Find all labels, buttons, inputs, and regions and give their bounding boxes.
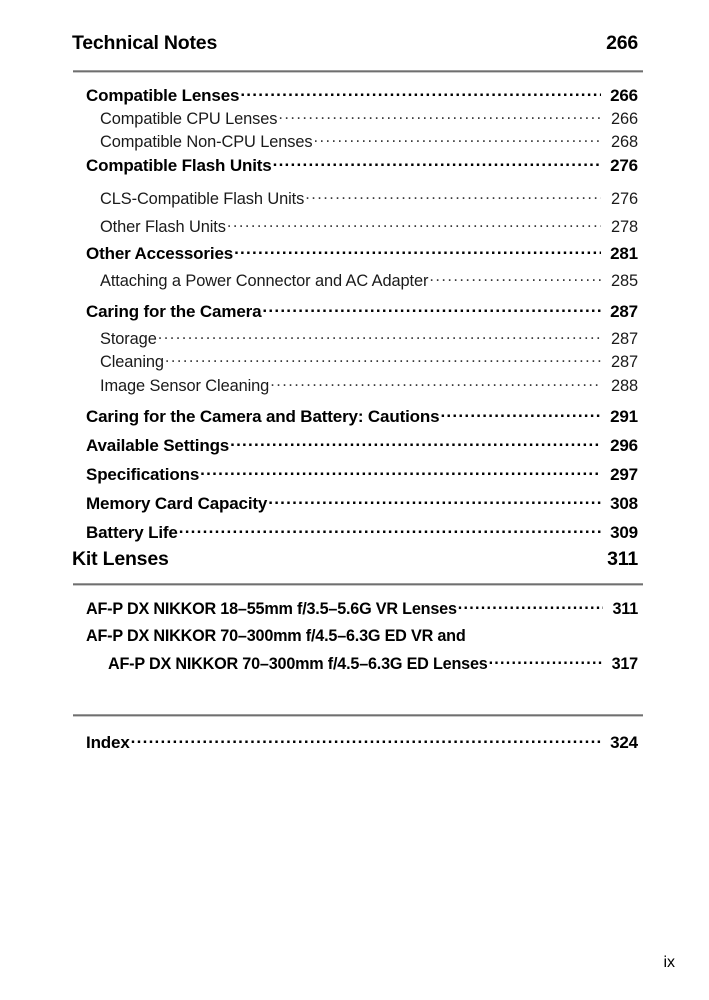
- dot-leader: [240, 84, 601, 101]
- toc-entry[interactable]: [100, 108, 638, 129]
- toc-entry-label: Battery Life: [86, 523, 178, 542]
- toc-entry-label: Image Sensor Cleaning: [100, 377, 270, 396]
- toc-entry-page: 281: [610, 244, 638, 263]
- dot-leader: [131, 731, 601, 748]
- toc-entry-page: 266: [610, 86, 638, 105]
- section-title: Technical Notes: [72, 32, 218, 54]
- toc-entry[interactable]: [86, 492, 638, 514]
- toc-entry-label: Cleaning: [100, 353, 164, 372]
- toc-entry-page: 268: [610, 133, 638, 152]
- toc-entry-index[interactable]: [86, 731, 638, 753]
- toc-entry-label: Compatible CPU Lenses: [100, 110, 278, 129]
- toc-entry-label: Compatible Lenses: [86, 86, 240, 105]
- toc-entry-page: 324: [610, 733, 638, 752]
- toc-entry-label: Compatible Non-CPU Lenses: [100, 133, 313, 152]
- toc-entry-label: Specifications: [86, 465, 200, 484]
- dot-leader: [489, 653, 603, 669]
- toc-entry-label: Caring for the Camera and Battery: Cautions: [86, 407, 440, 426]
- toc-entry-page: 296: [610, 436, 638, 455]
- dot-leader: [165, 351, 601, 367]
- toc-entry-label: Index: [86, 733, 130, 752]
- dot-leader: [227, 216, 601, 232]
- dot-leader: [234, 242, 601, 259]
- toc-entry-label: AF-P DX NIKKOR 18–55mm f/3.5–5.6G VR Lenses: [86, 600, 457, 619]
- dot-leader: [230, 434, 601, 451]
- toc-entry[interactable]: [86, 84, 638, 106]
- toc-entry[interactable]: [86, 405, 638, 427]
- section-title: Kit Lenses: [72, 548, 169, 570]
- dot-leader: [262, 300, 601, 317]
- page-folio: ix: [663, 954, 675, 971]
- dot-leader: [314, 131, 602, 147]
- toc-entry-page: 276: [610, 156, 638, 175]
- toc-entry[interactable]: [86, 434, 638, 456]
- toc-entry-page: 317: [611, 655, 638, 674]
- dot-leader: [458, 598, 603, 614]
- section-heading-kit-lenses: [72, 548, 638, 571]
- toc-entry-label: CLS-Compatible Flash Units: [100, 190, 305, 209]
- section-rule: [73, 70, 643, 73]
- toc-entry-page: 287: [610, 353, 638, 372]
- toc-entry[interactable]: [100, 351, 638, 372]
- section-page-number: 266: [606, 32, 638, 54]
- toc-entry-label: Other Accessories: [86, 244, 234, 263]
- toc-entry-lens-first-line[interactable]: AF-P DX NIKKOR 70–300mm f/4.5–6.3G ED VR and: [86, 627, 466, 645]
- toc-entry-label: AF-P DX NIKKOR 70–300mm f/4.5–6.3G ED Lenses: [108, 655, 488, 674]
- dot-leader: [440, 405, 601, 422]
- toc-entry-label: Compatible Flash Units: [86, 156, 272, 175]
- toc-entry[interactable]: [100, 328, 638, 349]
- dot-leader: [158, 328, 601, 344]
- dot-leader: [278, 108, 601, 124]
- dot-leader: [200, 463, 601, 480]
- toc-entry-page: 287: [610, 330, 638, 349]
- toc-entry[interactable]: [86, 300, 638, 322]
- dot-leader: [270, 375, 601, 391]
- toc-entry-page: 278: [610, 218, 638, 237]
- toc-entry-label: Storage: [100, 330, 157, 349]
- toc-entry-page: 285: [610, 272, 638, 291]
- toc-entry-lens[interactable]: [86, 598, 638, 619]
- toc-entry-page: 266: [610, 110, 638, 129]
- dot-leader: [268, 492, 601, 509]
- section-heading-technical-notes: [72, 32, 638, 55]
- toc-entry-label: Attaching a Power Connector and AC Adapter: [100, 272, 429, 291]
- toc-entry-page: 308: [610, 494, 638, 513]
- index-rule: [73, 714, 643, 717]
- toc-entry-label: Caring for the Camera: [86, 302, 262, 321]
- toc-entry[interactable]: [86, 463, 638, 485]
- toc-entry-page: 297: [610, 465, 638, 484]
- toc-entry[interactable]: [100, 188, 638, 209]
- toc-entry-page: 288: [610, 377, 638, 396]
- toc-entry-page: 309: [610, 523, 638, 542]
- toc-entry[interactable]: [100, 375, 638, 396]
- toc-entry-page: 287: [610, 302, 638, 321]
- toc-entry-page: 276: [610, 190, 638, 209]
- toc-entry[interactable]: [100, 270, 638, 291]
- toc-entry-page: 291: [610, 407, 638, 426]
- toc-entry[interactable]: [86, 521, 638, 543]
- dot-leader: [179, 521, 601, 538]
- dot-leader: [305, 188, 601, 204]
- toc-entry[interactable]: [86, 154, 638, 176]
- section-rule: [73, 583, 643, 586]
- toc-entry[interactable]: [100, 131, 638, 152]
- toc-entry-page: 311: [612, 600, 638, 619]
- toc-entry[interactable]: [100, 216, 638, 237]
- toc-entry-label: Available Settings: [86, 436, 230, 455]
- toc-entry-label: Memory Card Capacity: [86, 494, 268, 513]
- toc-entry-label: Other Flash Units: [100, 218, 226, 237]
- dot-leader: [429, 270, 601, 286]
- toc-entry[interactable]: [86, 242, 638, 264]
- toc-entry-lens[interactable]: [108, 653, 638, 674]
- section-page-number: 311: [607, 548, 638, 570]
- dot-leader: [273, 154, 601, 171]
